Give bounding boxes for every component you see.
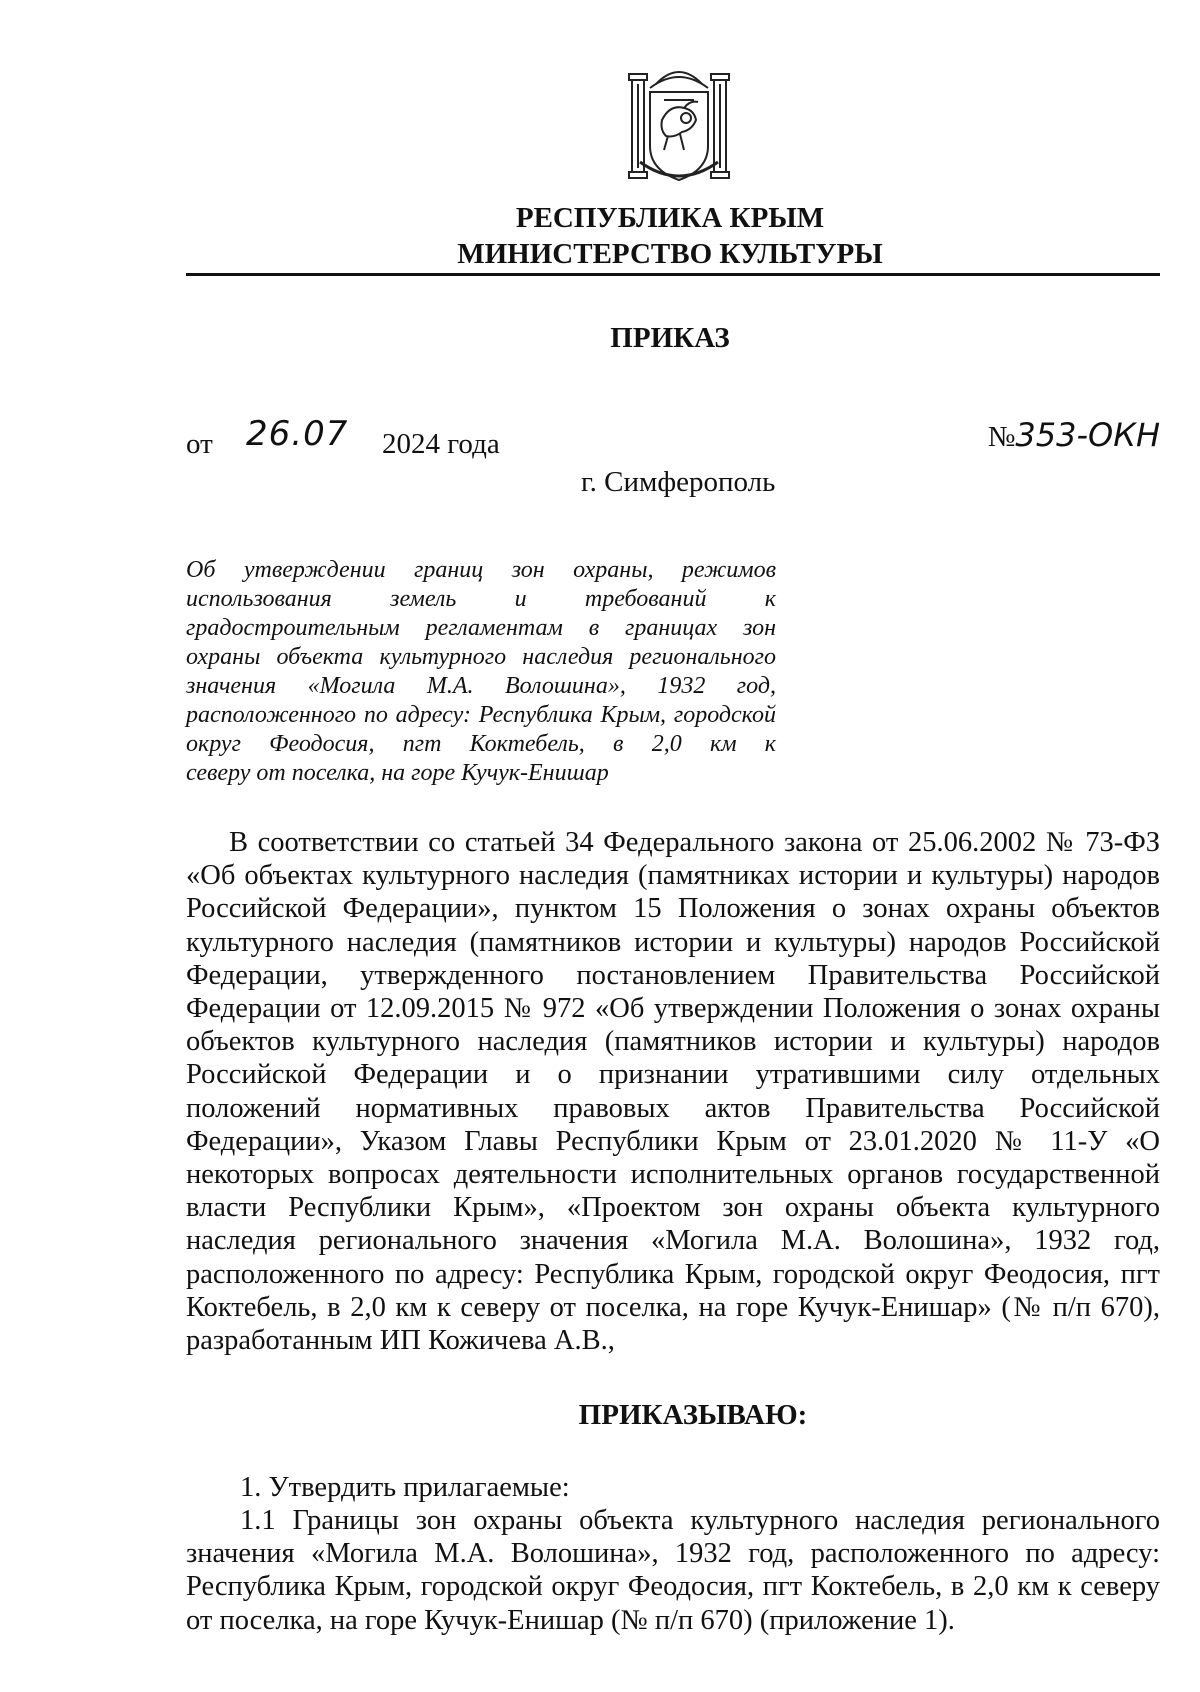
date-prefix: от: [186, 428, 213, 460]
handwritten-date: 26.07: [246, 414, 349, 454]
preamble-paragraph: В соответствии со статьей 34 Федерального закона от 25.06.2002 № 73-ФЗ «Об объектах культурного наследия (памятниках истории и культуры) народов Российской Федерации», пунктом 15 Положения о зонах охраны объектов культурного наследия (памятников истории и культуры) народов Российской Федерации, утвержденного постановлением Правительства Российской Федерации от 12.09.2015 № 972 «Об утверждении Положения о зонах охраны объектов культурного наследия (памятников истории и культуры) народов Российской Федерации и о признании утратившими силу отдельных положений нормативных правовых актов Правительства Российской Федерации», Указом Главы Республики Крым от 23.01.2020 № 11-У «О некоторых вопросах деятельности исполнительных органов государственной власти Республики Крым», «Проектом зон охраны объекта культурного наследия регионального значения «Могила М.А. Волошина», 1932 год, расположенного по адресу: Республика Крым, городской округ Феодосия, пгт Коктебель, в 2,0 км к северу от поселка, на горе Кучук-Енишар» (№ п/п 670), разработанным ИП Кожичева А.В.,: [186, 827, 1160, 1357]
crimea-coat-of-arms-icon: [626, 58, 732, 188]
handwritten-number: 353-ОКН: [1015, 416, 1160, 454]
document-type-title: ПРИКАЗ: [610, 322, 730, 354]
subject-last-line: северу от поселка, на горе Кучук-Енишар: [186, 760, 609, 786]
order-word: ПРИКАЗЫВАЮ:: [578, 1399, 808, 1431]
order-subject: [186, 556, 776, 788]
date-year: 2024 года: [382, 428, 500, 460]
city: г. Симферополь: [581, 466, 776, 498]
header-ministry: МИНИСТЕРСТВО КУЛЬТУРЫ: [457, 238, 883, 270]
document-number: [988, 416, 1160, 454]
item-1: 1. Утвердить прилагаемые:: [240, 1472, 570, 1503]
header-republic: РЕСПУБЛИКА КРЫМ: [515, 202, 825, 234]
header-divider: [186, 273, 1160, 276]
item-1-1: 1.1 Границы зон охраны объекта культурного наследия регионального значения «Могила М.А. Волошина», 1932 год, расположенного по адресу: Республика Крым, городской округ Феодосия, пгт Коктебель, в 2,0 км к северу от поселка, на горе Кучук-Енишар (№ п/п 670) (приложение 1).: [186, 1505, 1160, 1636]
subject-text: Об утверждении границ зон охраны, режимов использования земель и требований к градостроительным регламентам в границах зон охраны объекта культурного наследия регионального значения «Могила М.А. Волошина», 1932 год, расположенного по адресу: Республика Крым, городской округ Феодосия, пгт Коктебель, в 2,0 км к: [186, 557, 776, 757]
number-symbol: №: [987, 421, 1016, 453]
